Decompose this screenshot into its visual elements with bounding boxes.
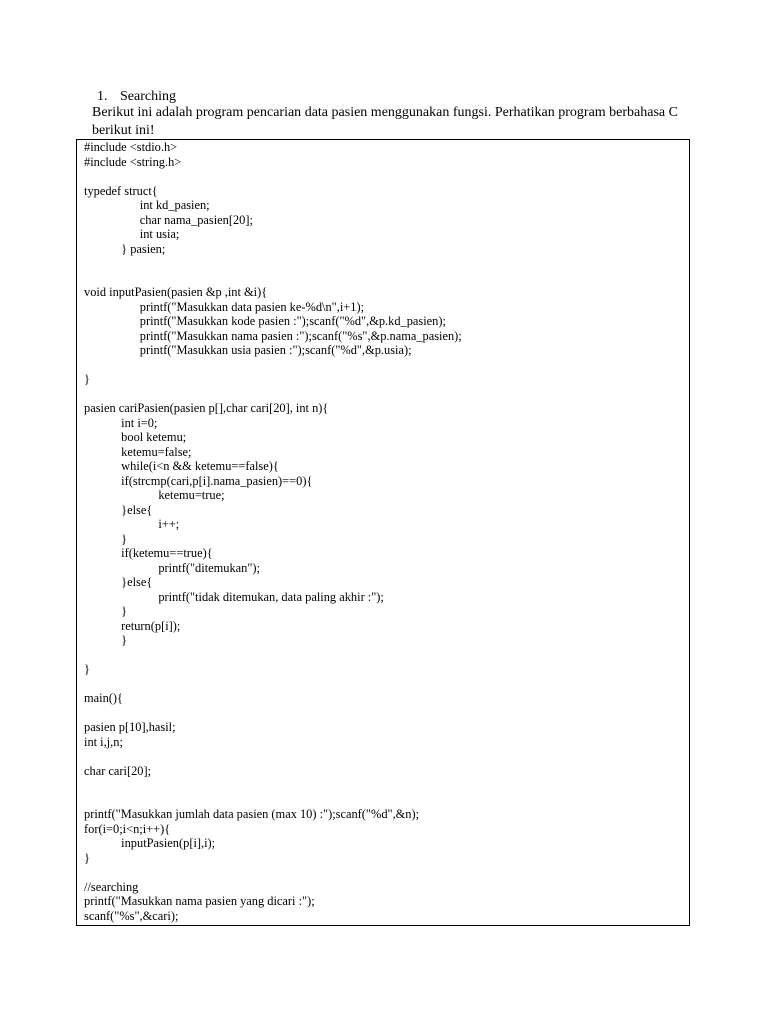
section-title: Searching [120, 89, 176, 104]
code-listing-box [76, 139, 690, 926]
section-heading [97, 88, 176, 105]
section-number: 1. [97, 89, 108, 104]
intro-paragraph: Berikut ini adalah program pencarian data pasien menggunakan fungsi. Perhatikan program berbahasa C berikut ini! [92, 105, 678, 138]
code-listing: #include <stdio.h> #include <string.h> typedef struct{ int kd_pasien; char nama_pasien[20]; int usia; } pasien; void inputPasien(pasien &p ,int &i){ printf("Masukkan data pasien ke-%d\n",i+1); printf("Masukkan kode pasien :");scanf("%d",&p.kd_pasien); printf("Masukkan nama pasien :");scanf("%s",&p.nama_pasien); printf("Masukkan usia pasien :");scanf("%d",&p.usia); } pasien cariPasien(pasien p[],char cari[20], int n){ int i=0; bool ketemu; ketemu=false; while(i<n && ketemu==false){ if(strcmp(cari,p[i].nama_pasien)==0){ ketemu=true; }else{ i++; } if(ketemu==true){ printf("ditemukan"); }else{ printf("tidak ditemukan, data paling akhir :"); } return(p[i]); } } main(){ pasien p[10],hasil; int i,j,n; char cari[20]; printf("Masukkan jumlah data pasien (max 10) :");scanf("%d",&n); for(i=0;i<n;i++){ inputPasien(p[i],i); } //searching printf("Masukkan nama pasien yang dicari :"); scanf("%s",&cari); [84, 140, 462, 923]
